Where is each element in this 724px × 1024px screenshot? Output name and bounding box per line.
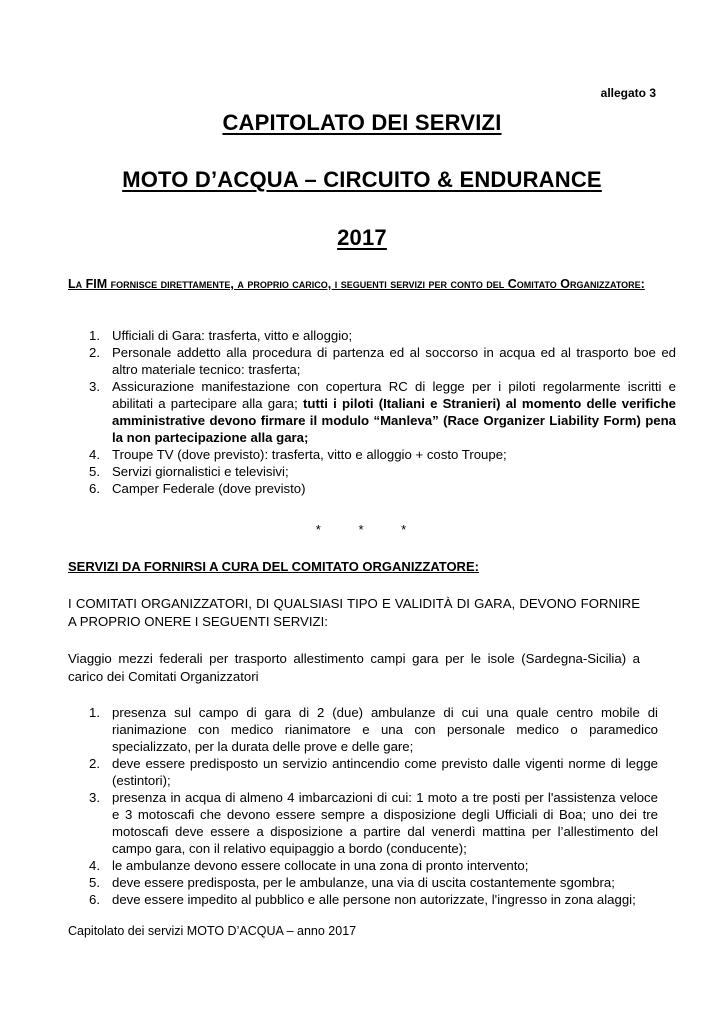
list-item — [68, 891, 658, 908]
fim-section-heading: La FIM fornisce direttamente, a proprio carico, i seguenti servizi per conto del Comitato Organizzatore: — [68, 277, 645, 291]
list-item-text: Personale addetto alla procedura di partenza ed al soccorso in acqua ed al trasporto boe ed altro materiale tecnico: trasferta; — [112, 345, 676, 377]
fim-services-list — [68, 327, 676, 497]
list-item — [68, 704, 658, 755]
title-line-3: 2017 — [337, 225, 387, 250]
list-item-text: deve essere predisposto un servizio antincendio come previsto dalle vigenti norme di legge (estintori); — [112, 756, 658, 788]
list-item-text: deve essere impedito al pubblico e alle persone non autorizzate, l'ingresso in zona alaggi; — [112, 892, 636, 907]
list-item-text: Servizi giornalistici e televisivi; — [112, 464, 289, 479]
list-number: 6. — [89, 481, 100, 496]
list-number: 1. — [89, 705, 100, 720]
list-item — [68, 344, 676, 378]
list-item — [68, 327, 676, 344]
list-item — [68, 463, 676, 480]
section-separator: * * * — [315, 522, 409, 537]
list-number: 1. — [89, 328, 100, 343]
title-line-1: CAPITOLATO DEI SERVIZI — [222, 110, 502, 135]
list-number: 5. — [89, 464, 100, 479]
list-number: 2. — [89, 756, 100, 771]
title-line-2: MOTO D’ACQUA – CIRCUITO & ENDURANCE — [122, 167, 602, 192]
list-item-text: Camper Federale (dove previsto) — [112, 481, 306, 496]
organizer-heading-colon: : — [474, 559, 479, 574]
list-number: 4. — [89, 858, 100, 873]
list-item — [68, 857, 658, 874]
list-item — [68, 446, 676, 463]
list-number: 2. — [89, 345, 100, 360]
attachment-label: allegato 3 — [600, 86, 656, 100]
list-item-text: deve essere predisposta, per le ambulanze, una via di uscita costantemente sgombra; — [112, 875, 615, 890]
list-number: 3. — [89, 379, 100, 394]
list-item — [68, 789, 658, 857]
organizer-heading-text: SERVIZI DA FORNIRSI A CURA DEL COMITATO ORGANIZZATORE — [68, 559, 475, 574]
list-item-text: le ambulanze devono essere collocate in una zona di pronto intervento; — [112, 858, 529, 873]
list-item-bold-text: tutti i piloti (Italiani e Stranieri) al momento delle verifiche amministrative devono firmare il modulo “Manleva” (Race Organizer Liability Form) pena la non partecipazione alla gara; — [112, 396, 676, 445]
list-item — [68, 874, 658, 891]
list-item-text: Troupe TV (dove previsto): trasferta, vitto e alloggio + costo Troupe; — [112, 447, 507, 462]
list-number: 5. — [89, 875, 100, 890]
list-item-text: Assicurazione manifestazione con copertura RC di legge per i piloti regolarmente iscritti e abilitati a partecipare alla gara; — [112, 379, 676, 411]
organizer-paragraph-2: Viaggio mezzi federali per trasporto allestimento campi gara per le isole (Sardegna-Sicilia) a carico dei Comitati Organizzatori — [68, 651, 640, 684]
list-item — [68, 755, 658, 789]
organizer-services-list — [68, 704, 658, 908]
list-item-text: presenza sul campo di gara di 2 (due) ambulanze di cui una quale centro mobile di rianimazione con medico rianimatore e una con personale medico o paramedico specializzato, per la durata delle prove e delle gare; — [112, 705, 658, 754]
list-number: 6. — [89, 892, 100, 907]
organizer-paragraph-1: I COMITATI ORGANIZZATORI, DI QUALSIASI TIPO E VALIDITÀ DI GARA, DEVONO FORNIRE A PROPRIO ONERE I SEGUENTI SERVIZI: — [68, 596, 640, 629]
page-footer: Capitolato dei servizi MOTO D’ACQUA – anno 2017 — [68, 924, 357, 938]
list-number: 3. — [89, 790, 100, 805]
list-item — [68, 480, 676, 497]
list-item-text: presenza in acqua di almeno 4 imbarcazioni di cui: 1 moto a tre posti per l'assistenza veloce e 3 motoscafi che devono essere sempre a disposizione degli Ufficiali di Boa; uno dei tre motoscafi deve essere a disposizione a partire dal venerdì mattina per l’allestimento del campo gara, con il relativo equipaggio a bordo (conducente); — [112, 790, 658, 856]
list-item-text: Ufficiali di Gara: trasferta, vitto e alloggio; — [112, 328, 353, 343]
list-number: 4. — [89, 447, 100, 462]
list-item — [68, 378, 676, 446]
organizer-section-heading — [68, 559, 479, 574]
